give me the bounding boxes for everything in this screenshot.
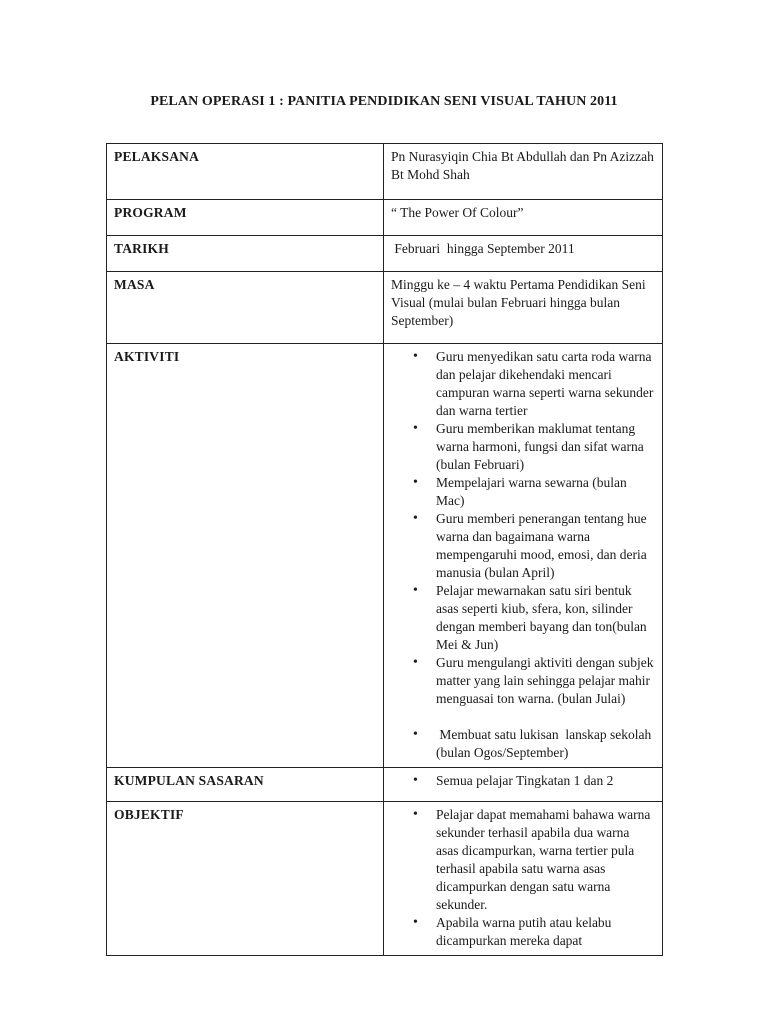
table-row-pelaksana xyxy=(107,144,663,200)
list-item: • Guru memberi penerangan tentang hue warna dan bagaimana warna mempengaruhi mood, emosi, dan deria manusia (bulan April) xyxy=(391,510,655,582)
row-value: “ The Power Of Colour” xyxy=(384,200,663,236)
document-title: PELAN OPERASI 1 : PANITIA PENDIDIKAN SENI VISUAL TAHUN 2011 xyxy=(150,94,618,109)
row-value: Februari hingga September 2011 xyxy=(384,236,663,272)
list-item: • Pelajar mewarnakan satu siri bentuk asas seperti kiub, sfera, kon, silinder dengan memberi bayang dan ton(bulan Mei & Jun) xyxy=(391,582,655,654)
activity-list xyxy=(391,348,655,762)
row-label: TARIKH xyxy=(107,236,384,272)
objective-list xyxy=(391,806,655,950)
table-row-program xyxy=(107,200,663,236)
list-item: • Pelajar dapat memahami bahawa warna sekunder terhasil apabila dua warna asas dicampurkan, warna tertier pula terhasil apabila satu warna asas dicampurkan dengan satu warna sekunder. xyxy=(391,806,655,914)
row-label: PROGRAM xyxy=(107,200,384,236)
table-row-masa xyxy=(107,272,663,344)
plan-table xyxy=(106,143,663,956)
list-item: • Mempelajari warna sewarna (bulan Mac) xyxy=(391,474,655,510)
list-item: • Guru menyedikan satu carta roda warna dan pelajar dikehendaki mencari campuran warna seperti warna sekunder dan warna tertier xyxy=(391,348,655,420)
row-value: Pn Nurasyiqin Chia Bt Abdullah dan Pn Azizzah Bt Mohd Shah xyxy=(384,144,663,200)
target-group-list xyxy=(391,772,655,790)
list-item: • Guru memberikan maklumat tentang warna harmoni, fungsi dan sifat warna (bulan Februari) xyxy=(391,420,655,474)
row-label: AKTIVITI xyxy=(107,344,384,768)
table-row-kumpulan-sasaran xyxy=(107,768,663,802)
row-label: PELAKSANA xyxy=(107,144,384,200)
row-label: MASA xyxy=(107,272,384,344)
row-value xyxy=(384,768,663,802)
list-item: • Membuat satu lukisan lanskap sekolah (bulan Ogos/September) xyxy=(391,726,655,762)
table-row-tarikh xyxy=(107,236,663,272)
table-row-aktiviti xyxy=(107,344,663,768)
table-row-objektif xyxy=(107,802,663,956)
list-item: • Semua pelajar Tingkatan 1 dan 2 xyxy=(391,772,655,790)
list-item: • Apabila warna putih atau kelabu dicampurkan mereka dapat xyxy=(391,914,655,950)
row-label: OBJEKTIF xyxy=(107,802,384,956)
row-value xyxy=(384,802,663,956)
row-label: KUMPULAN SASARAN xyxy=(107,768,384,802)
list-item: • Guru mengulangi aktiviti dengan subjek matter yang lain sehingga pelajar mahir menguasai ton warna. (bulan Julai) xyxy=(391,654,655,708)
row-value: Minggu ke – 4 waktu Pertama Pendidikan Seni Visual (mulai bulan Februari hingga bulan September) xyxy=(384,272,663,344)
row-value xyxy=(384,344,663,768)
